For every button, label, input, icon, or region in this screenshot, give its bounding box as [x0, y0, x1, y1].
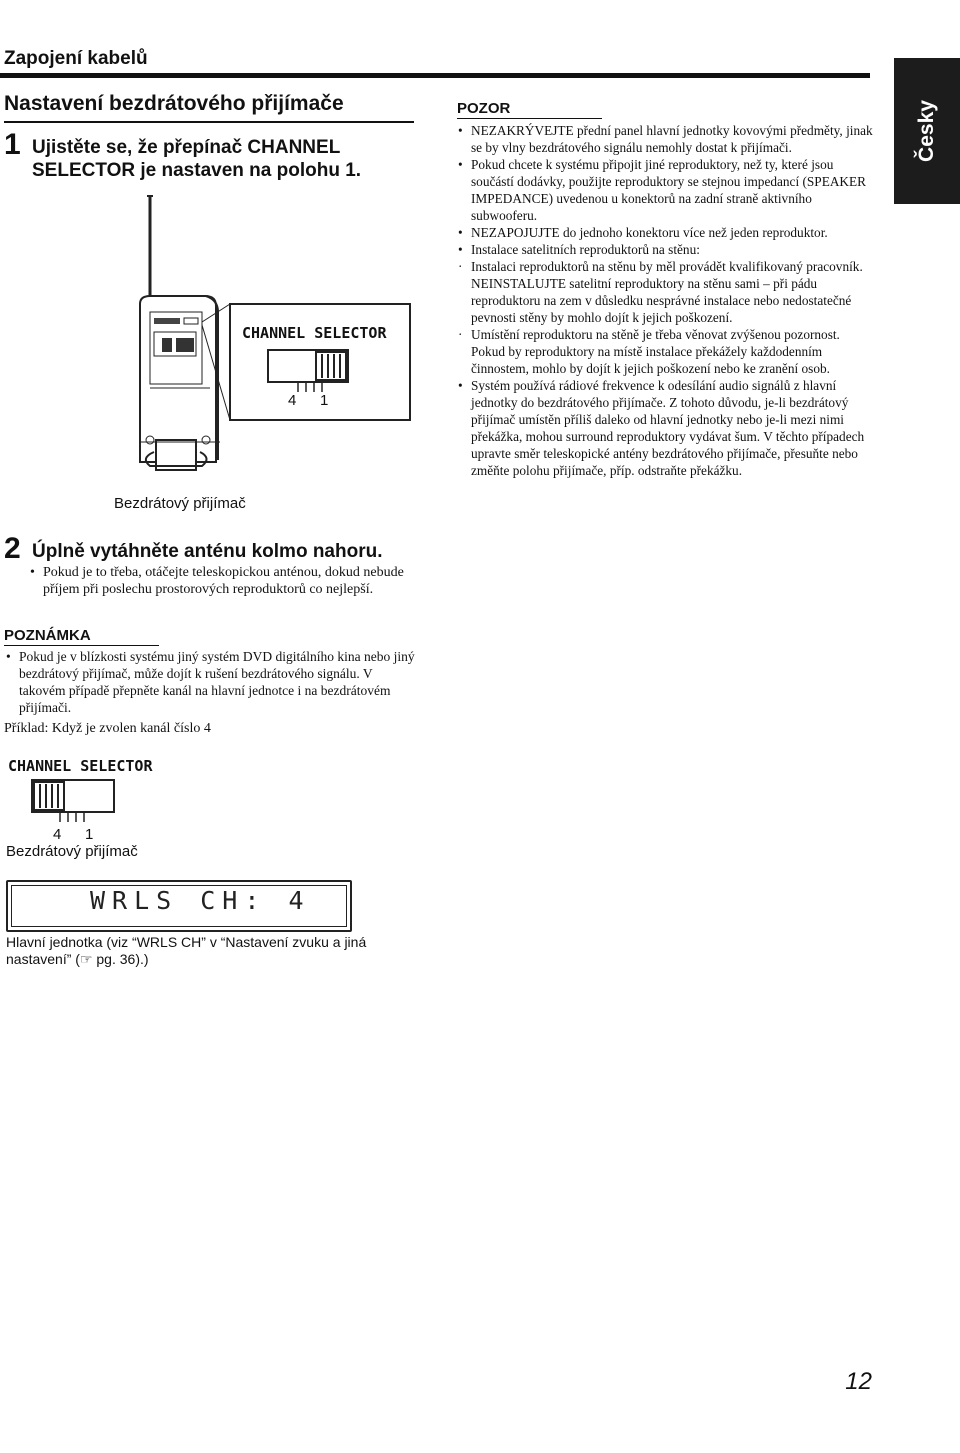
sub-list-item: · Instalaci reproduktorů na stěnu by měl provádět kvalifikovaný pracovník. NEINSTALUJTE satelitní reproduktory na stěnu sami – při pádu reproduktoru na zem v důsledku nesprávné instalace nebo nedostatečné pevnosti stěny by mohlo dojít k jejich poškození.: [456, 258, 876, 326]
list-item: • NEZAKRÝVEJTE přední panel hlavní jednotky kovovými předměty, jinak se by vlny bezdrátového signálu nemohly dostat k přijímači.: [456, 122, 876, 156]
switch-illustration: [30, 778, 120, 828]
sub-title: Nastavení bezdrátového přijímače: [4, 92, 344, 115]
list-item: • Systém používá rádiové frekvence k odesílání audio signálů z hlavní jednotky do bezdrátového přijímače. Z tohoto důvodu, je-li bezdrátový přijímač umístěn příliš daleko od hlavní jednotky nebo je-li mezi nimi překážka, mohou surround reproduktory vydávat šum. V těchto případech upravte směr teleskopické antény bezdrátového přijímače, přesuňte nebo změňte polohu přijímače, příp. odstraňte překážku.: [456, 377, 876, 479]
display-readout: WRLS CH: 4: [90, 886, 311, 915]
receiver-caption: Bezdrátový přijímač: [114, 495, 246, 512]
poznamka-bullets: [4, 648, 416, 716]
switch-position-4: 4: [288, 392, 297, 409]
channel-selector-label: CHANNEL SELECTOR: [242, 324, 387, 342]
step-2-text: Úplně vytáhněte anténu kolmo nahoru.: [32, 541, 383, 562]
pozor-final-bullet: [456, 377, 876, 479]
step-1-number: 1: [4, 128, 21, 161]
display-caption-text-end: pg. 36).): [92, 951, 149, 967]
switch-2-position-4: 4: [53, 826, 62, 843]
language-tab-label: Česky: [915, 100, 938, 162]
list-item: • Pokud je v blízkosti systému jiný systém DVD digitálního kina nebo jiný bezdrátový přijímač, může dojít k rušení bezdrátového signálu. V takovém případě přepněte kanál na hlavní jednotce i na bezdrátovém přijímači.: [4, 648, 416, 716]
section-title: Zapojení kabelů: [4, 48, 148, 69]
main-unit-display: [6, 880, 352, 932]
receiver-figure: [110, 192, 420, 482]
poznamka-rule: [4, 645, 159, 646]
pozor-bullets: [456, 122, 876, 258]
pointing-hand-icon: ☞: [79, 951, 93, 967]
pozor-heading: POZOR: [457, 100, 511, 117]
list-item: • NEZAPOJUJTE do jednoho konektoru více než jeden reproduktor.: [456, 224, 876, 241]
pozor-content: [456, 122, 876, 479]
language-tab: [894, 58, 960, 204]
pozor-rule: [457, 118, 602, 119]
step-2-bullets: [28, 564, 413, 598]
list-item: • Pokud chcete k systému připojit jiné reproduktory, než ty, které jsou součástí dodávky, použijte reproduktory se stejnou impedancí (SPEAKER IMPEDANCE) uvedenou u konektorů na zadní straně aktivního subwooferu.: [456, 156, 876, 224]
display-caption-text: Hlavní jednotka (viz “WRLS CH” v “Nastavení zvuku a jiná nastavení” (: [6, 934, 367, 967]
example-text: Příklad: Když je zvolen kanál číslo 4: [4, 721, 211, 736]
switch-position-1: 1: [320, 392, 329, 409]
list-item: • Instalace satelitních reproduktorů na stěnu:: [456, 241, 876, 258]
switch-2-position-1: 1: [85, 826, 94, 843]
sub-list-item: · Umístění reproduktoru na stěně je třeba věnovat zvýšenou pozornost. Pokud by reproduktory na místě instalace překážely každodenním činnostem, mohlo by dojít k jejich poškození nebo ke zranění osob.: [456, 326, 876, 377]
receiver-caption-2: Bezdrátový přijímač: [6, 843, 138, 860]
page-number: 12: [845, 1368, 872, 1395]
display-caption: [6, 934, 406, 968]
list-item: • Pokud je to třeba, otáčejte teleskopickou anténou, dokud nebude příjem při poslechu prostorových reproduktorů co nejlepší.: [28, 564, 413, 598]
channel-selector-label-2: CHANNEL SELECTOR: [8, 757, 153, 775]
header-rule: [0, 73, 870, 78]
step-1-text: Ujistěte se, že přepínač CHANNEL SELECTOR je nastaven na polohu 1.: [32, 137, 362, 181]
sub-title-rule: [4, 121, 414, 123]
pozor-sub-bullets: [456, 258, 876, 377]
poznamka-heading: POZNÁMKA: [4, 627, 91, 644]
step-2-number: 2: [4, 532, 21, 565]
